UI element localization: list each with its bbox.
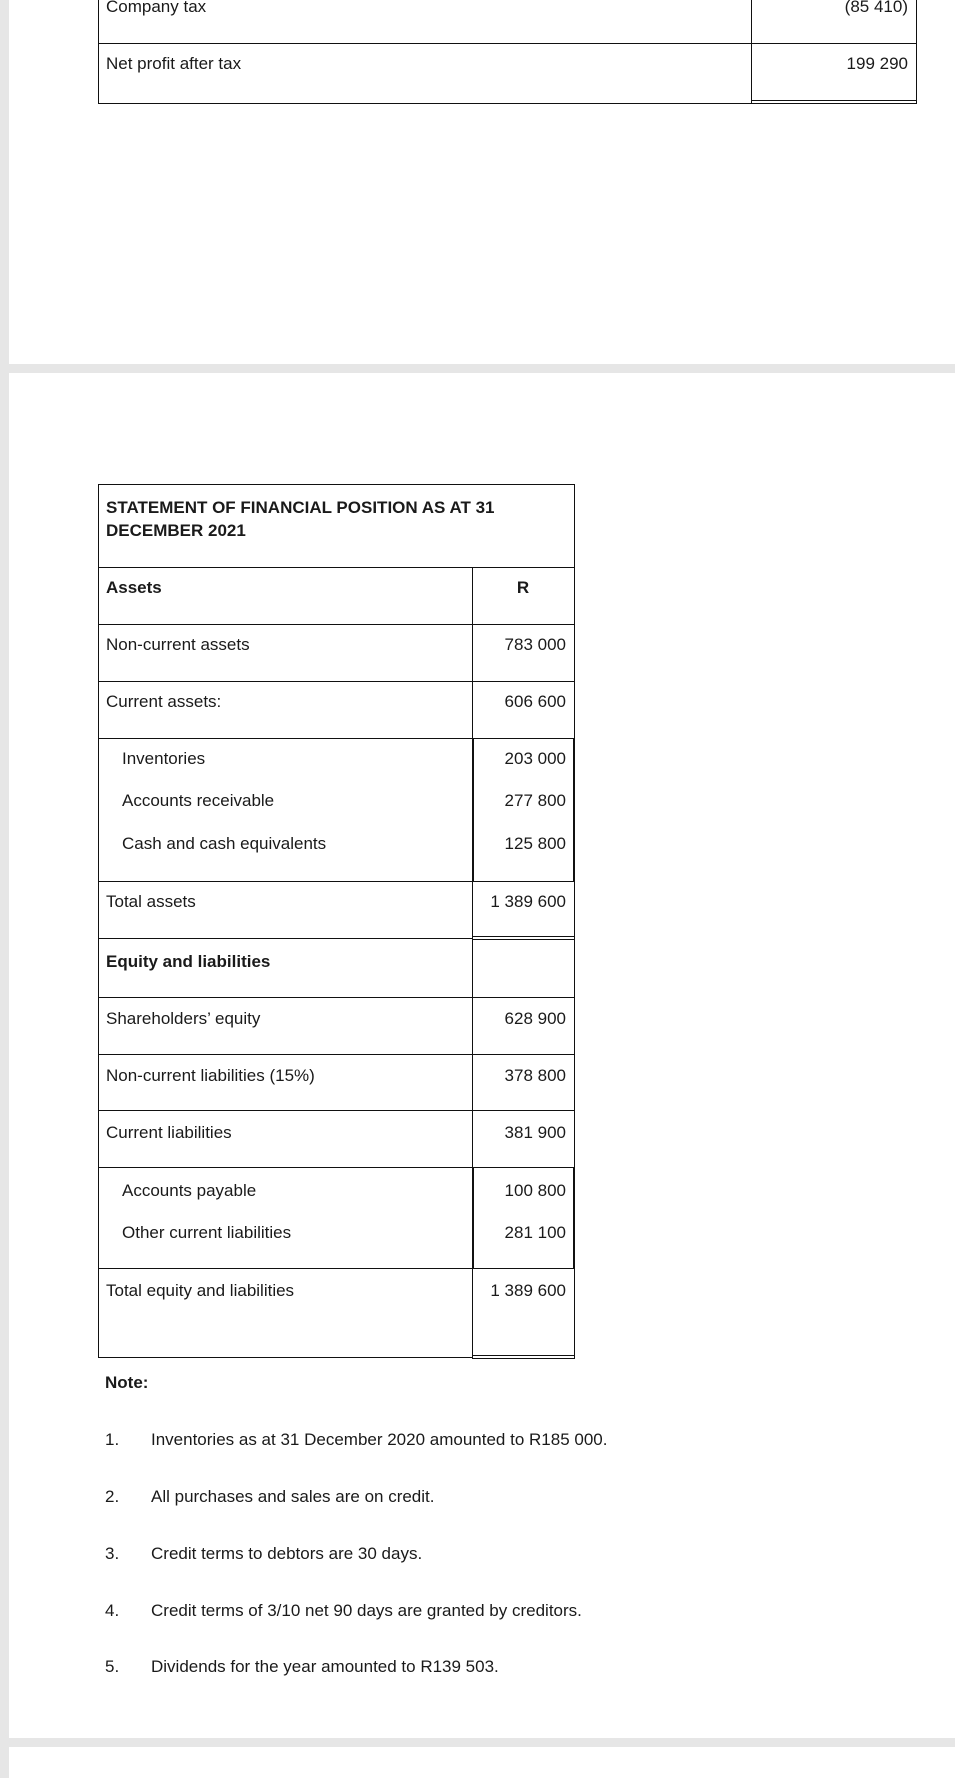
inventories-label: Inventories — [122, 749, 206, 768]
note-number: 2. — [105, 1487, 120, 1506]
note-text: Dividends for the year amounted to R139 503. — [151, 1657, 499, 1676]
total-assets-label: Total assets — [106, 892, 196, 911]
other-current-liabilities-label: Other current liabilities — [122, 1223, 292, 1242]
inventories-value: 203 000 — [504, 749, 566, 768]
note-number: 1. — [105, 1430, 120, 1449]
total-equity-liabilities-label: Total equity and liabilities — [106, 1281, 295, 1300]
total-assets-value: 1 389 600 — [490, 892, 566, 911]
document-page-3 — [9, 1747, 955, 1778]
note-number: 3. — [105, 1544, 120, 1563]
accounts-payable-label: Accounts payable — [122, 1181, 257, 1200]
assets-header: Assets — [106, 578, 162, 597]
accounts-payable-value: 100 800 — [504, 1181, 566, 1200]
net-profit-label: Net profit after tax — [106, 54, 242, 73]
cash-label: Cash and cash equivalents — [122, 834, 327, 853]
company-tax-value: (85 410) — [844, 0, 908, 16]
company-tax-label: Company tax — [106, 0, 207, 16]
current-assets-value: 606 600 — [504, 692, 566, 711]
notes-heading: Note: — [105, 1373, 149, 1392]
note-text: All purchases and sales are on credit. — [151, 1487, 435, 1506]
shareholders-equity-value: 628 900 — [504, 1009, 566, 1028]
shareholders-equity-label: Shareholders’ equity — [106, 1009, 261, 1028]
non-current-assets-value: 783 000 — [504, 635, 566, 654]
accounts-receivable-value: 277 800 — [504, 791, 566, 810]
note-text: Credit terms of 3/10 net 90 days are granted by creditors. — [151, 1601, 582, 1620]
currency-header: R — [516, 578, 530, 597]
current-liabilities-label: Current liabilities — [106, 1123, 232, 1142]
non-current-liabilities-label: Non-current liabilities (15%) — [106, 1066, 315, 1085]
other-current-liabilities-value: 281 100 — [504, 1223, 566, 1242]
note-text: Inventories as at 31 December 2020 amounted to R185 000. — [151, 1430, 608, 1449]
document-page-2 — [9, 373, 955, 1738]
accounts-receivable-label: Accounts receivable — [122, 791, 275, 810]
non-current-assets-label: Non-current assets — [106, 635, 250, 654]
cash-value: 125 800 — [504, 834, 566, 853]
current-liabilities-value: 381 900 — [504, 1123, 566, 1142]
current-assets-label: Current assets: — [106, 692, 222, 711]
total-equity-liabilities-value: 1 389 600 — [490, 1281, 566, 1300]
note-text: Credit terms to debtors are 30 days. — [151, 1544, 423, 1563]
document-page-1 — [9, 0, 955, 364]
note-number: 4. — [105, 1601, 120, 1620]
statement-title: STATEMENT OF FINANCIAL POSITION AS AT 31 DECEMBER 2021 — [106, 498, 495, 540]
note-number: 5. — [105, 1657, 120, 1676]
net-profit-value: 199 290 — [846, 54, 908, 73]
non-current-liabilities-value: 378 800 — [504, 1066, 566, 1085]
equity-header: Equity and liabilities — [106, 952, 271, 971]
